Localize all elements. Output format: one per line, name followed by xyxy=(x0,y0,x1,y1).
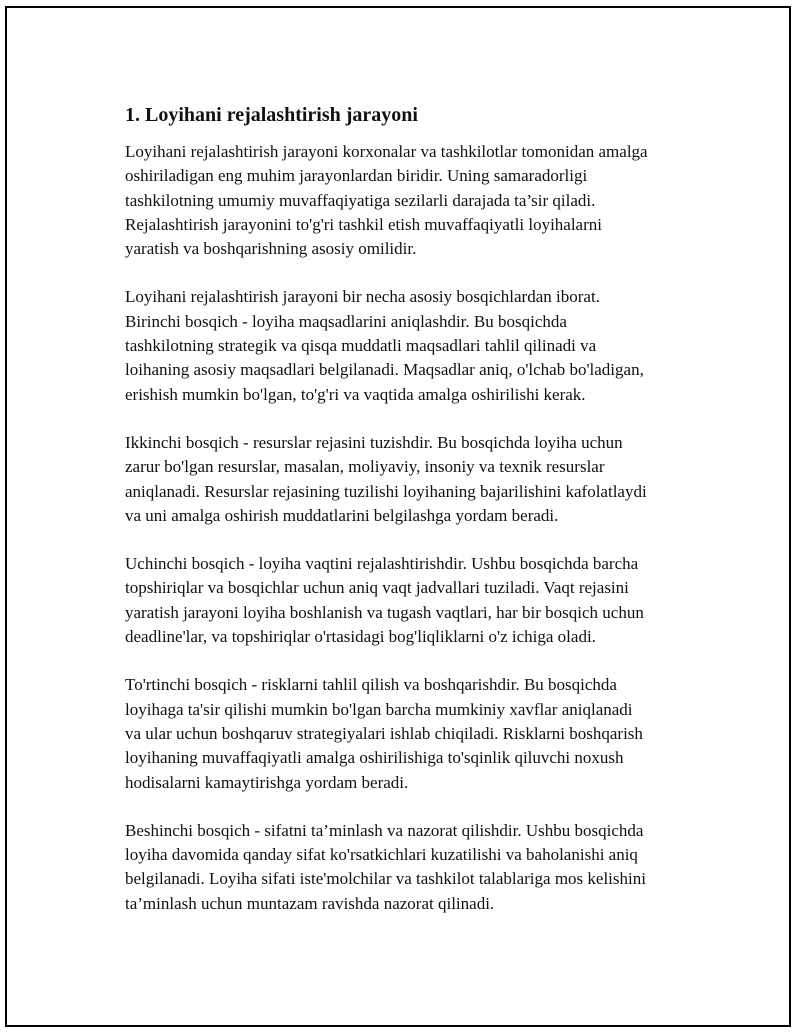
text-line: oshiriladigan eng muhim jarayonlardan biridir. Uning samaradorligi xyxy=(125,166,588,186)
paragraph-stage-5 xyxy=(125,819,725,916)
text-line: hodisalarni kamaytirishga yordam beradi. xyxy=(125,772,409,792)
text-line: Uchinchi bosqich - loyiha vaqtini rejalashtirishdir. Ushbu bosqichda barcha xyxy=(125,554,639,574)
text-line: Birinchi bosqich - loyiha maqsadlarini aniqlashdir. Bu bosqichda xyxy=(125,311,567,331)
text-line: Loyihani rejalashtirish jarayoni bir necha asosiy bosqichlardan iborat. xyxy=(125,287,600,307)
text-line: aniqlanadi. Resurslar rejasining tuzilishi loyihaning bajarilishini kafolatlaydi xyxy=(125,481,647,501)
paragraph-stage-3 xyxy=(125,552,725,649)
text-line: Ikkinchi bosqich - resurslar rejasini tuzishdir. Bu bosqichda loyiha uchun xyxy=(125,432,623,452)
text-line: Beshinchi bosqich - sifatni ta’minlash va nazorat qilishdir. Ushbu bosqichda xyxy=(125,820,644,840)
text-line: yaratish va boshqarishning asosiy omilidir. xyxy=(125,239,417,259)
paragraph-stage-4 xyxy=(125,673,725,794)
text-line: zarur bo'lgan resurslar, masalan, moliyaviy, insoniy va texnik resurslar xyxy=(125,457,605,477)
text-line: To'rtinchi bosqich - risklarni tahlil qilish va boshqarishdir. Bu bosqichda xyxy=(125,675,617,695)
text-line: tashkilotning strategik va qisqa muddatli maqsadlari tahlil qilinadi va xyxy=(125,336,597,356)
text-line: loyihaga ta'sir qilishi mumkin bo'lgan barcha mumkiniy xavflar aniqlanadi xyxy=(125,699,633,719)
text-line: loihaning asosiy maqsadlari belgilanadi. Maqsadlar aniq, o'lchab bo'ladigan, xyxy=(125,360,644,380)
text-line: Loyihani rejalashtirish jarayoni korxonalar va tashkilotlar tomonidan amalga xyxy=(125,142,648,161)
paragraph-stage-2 xyxy=(125,431,725,528)
text-line: belgilanadi. Loyiha sifati iste'molchilar va tashkilot talablariga mos kelishini xyxy=(125,869,646,889)
text-line: va uni amalga oshirish muddatlarini belgilashga yordam beradi. xyxy=(125,505,559,525)
text-line: topshiriqlar va bosqichlar uchun aniq vaqt jadvallari tuziladi. Vaqt rejasini xyxy=(125,578,629,598)
section-heading: 1. Loyihani rejalashtirish jarayoni xyxy=(125,104,418,126)
document-body xyxy=(125,100,725,940)
text-line: Rejalashtirish jarayonini to'g'ri tashkil etish muvaffaqiyatli loyihalarni xyxy=(125,214,602,234)
text-line: erishish mumkin bo'lgan, to'g'ri va vaqtida amalga oshirilishi kerak. xyxy=(125,384,586,404)
text-line: loyiha davomida qanday sifat ko'rsatkichlari kuzatilishi va baholanishi aniq xyxy=(125,845,638,865)
text-line: loyihaning muvaffaqiyatli amalga oshirilishiga to'sqinlik qiluvchi noxush xyxy=(125,748,624,768)
paragraph-intro xyxy=(125,140,725,261)
paragraph-stage-1 xyxy=(125,285,725,406)
text-line: deadline'lar, va topshiriqlar o'rtasidagi bog'liqliklarni o'z ichiga oladi. xyxy=(125,627,596,647)
text-line: ta’minlash uchun muntazam ravishda nazorat qilinadi. xyxy=(125,893,495,913)
text-line: va ular uchun boshqaruv strategiyalari ishlab chiqiladi. Risklarni boshqarish xyxy=(125,723,643,743)
text-line: tashkilotning umumiy muvaffaqiyatiga sezilarli darajada ta’sir qiladi. xyxy=(125,190,596,210)
text-line: yaratish jarayoni loyiha boshlanish va tugash vaqtlari, har bir bosqich uchun xyxy=(125,602,644,622)
page-frame xyxy=(5,6,791,1027)
